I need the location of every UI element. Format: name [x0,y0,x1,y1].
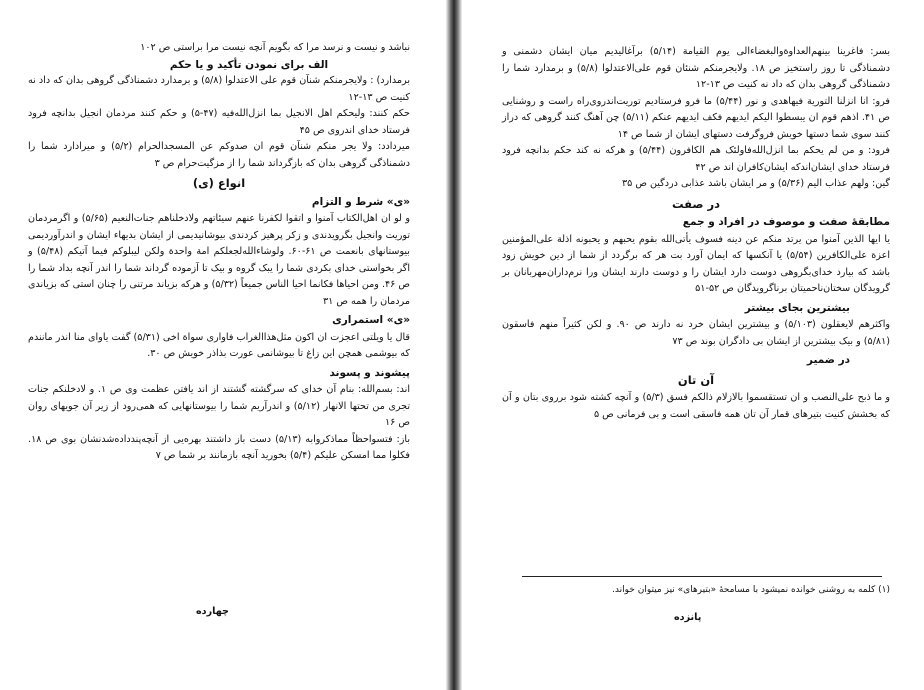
left-page-text [28,40,410,465]
footnote-rule [522,576,882,577]
section-heading: در صفت [671,196,721,211]
heading: الف برای نمودن تأکید و یا حکم [169,58,329,71]
paragraph: و ما ذبح علی‌النصب و ان تستقسموا بالازلام ذالکم فسق (۵/۳) و آنچه کشته شود برروی بتان و آن که بخشش کنیت بتیرهای قمار آن تان همه فاسقی است و بی فرمانی ص ۵ [502,392,890,420]
paragraph: فرود: و من لم یحکم بما انزل‌الله‌فاولئک هم الکافرون (۵/۴۴) و هرکه نه کند حکم بدانچه فرود فرستاد خدای ایشان‌اندکه ایشان‌کافران اند ص ۴۲ [502,145,891,173]
subheading: «ی» شرط و التزام [311,195,410,208]
right-page-text [502,44,890,423]
section-heading: آن تان [677,372,715,387]
paragraph: بسر: فاغرینا بینهم‌العداوةوالبغضاءالی یوم القیامة (۵/۱۴) برآغالیدیم میان ایشان دشمنی و دشمناذگی تا روز راستخیز ص ۱۸. ولایجرمنکم شنئان قوم علی‌الاعتدلوا (۵/۸) و برمدارد شما را دشمناذگی گروهی بدان که داد نه کنیت ص ۱۳-۱۲ [502,46,891,90]
page-number: چهارده [196,606,229,617]
paragraph: فرو: انا انزلنا التوریة فیهاهدی و نور (۵/۴۴) ما فرو فرستادیم توریت‌اندروی‌راه راست و روشنایی ص ۴۱. اذهم قوم ان یبسطوا الیکم ایدیهم فکف ایدیهم عنکم (۵/۱۱) چن آهنگ کنند گروهی که دراز کنند سوی شما دستها خویش فروگرفت دستهای ایشان از شما ص ۱۴ [502,95,890,140]
subheading: در ضمیر [806,354,850,366]
paragraph: نباشد و نیست و نرسد مرا که بگویم آنچه نیست مرا براستی ص ۱۰۲ [140,42,410,53]
left-page [0,0,446,690]
subheading: پیشوند و پسوند [329,366,410,379]
paragraph: قال یا ویلتی اعجزت ان اکون مثل‌هذا‌الغراب فاواری سواة اخی (۵/۳۱) گفت یاوای منا اندر مانندم که بیوشمی همچن این زاغ تا بیوشانمی عورت بذاذر خویش ص ۳۰. [28,331,411,359]
book-gutter [446,0,462,690]
paragraph: یا ایها الذین آمنوا من یرتد منکم عن دینه فسوف یأتی‌الله بقوم یحبهم و یحبونه اذلة علی‌المؤمنین اعزة علی‌الکافرین (۵/۵۴) یا آنکسها که ایمان آورد بت هر که برگردد از شما از دین خویش زود باشد که بیارد خدای‌بگروهی دوست دارد ایشان را و دوست دارند ایشان ورا نرم‌داران‌مهربانان بر گرویدگان سختان‌ناحمیتان برناگرویدگان ص ۵۲-۵۱ [502,233,890,294]
paragraph: باز: فتسواحظاً مماذکروابه (۵/۱۳) دست باز داشتند بهره‌یی از آنچه‌پندداده‌شدنشان بوی ص ۱۸. فکلوا مما امسکن علیکم (۵/۴) بخورید آنچه بازمانند بر شما ص ۷ [28,433,411,461]
paragraph: حکم کنند: ولیحکم اهل الانجیل بما انزل‌الله‌فیه (۴۷-۵) و حکم کنند مردمان انجیل بدانچه فرود فرستاد خدای اندروی ص ۴۵ [28,108,410,136]
footnote: (۱) کلمه به روشنی خوانده نمیشود با مسامحهٔ «بتیرهای» نیز میتوان خواند. [612,585,890,595]
paragraph: میردادد: ولا یجر منکم شنآن قوم ان صدوکم عن المسجدالحرام (۵/۲) و میرادارد شما را دشمناذگی گروهی بدان که بازگرداند شما را از مزگیت‌حرام ص ۳ [28,141,411,169]
paragraph: گین: ولهم عذاب الیم (۵/۳۶) و مر ایشان باشد عذابی دردگین ص ۳۵ [621,178,890,189]
paragraph: برمدارد) : ولایجرمنکم شنآن قوم علی الاعتدلوا (۵/۸) و برمدارد دشمناذگی گروهی بدان که داد نه کنیت ص ۱۳-۱۲ [28,75,410,103]
page-number: پانزده [674,612,702,623]
subheading: بیشترین بجای بیشتر [744,301,850,314]
right-page [462,0,924,690]
paragraph: و لو ان اهل‌الکتاب آمنوا و اتقوا لکفرنا عنهم سیئاتهم ولادخلناهم جنات‌النعیم (۵/۶۵) و اگرمردمان توریت وانجیل بگرویدندی و زکر پرهیز کردندی بیوشانیدیمی از ایشان بدیهاء ایشان و اندرآوردیمی بیوستانهای بانعمت ص ۶۱-۶۰. ولوشاءالله‌لجعلکم امة واحدة ولکن لیبلوکم فیما آتیکم (۵/۴۸) و اگر بخواستی خدای بکردی شما را یبک گروه و بیک تا آزموده گرداند شما را اندر آنچه بداد شما را ص ۴۶. ومن احیاها فکانما احیا الناس جمیعاً (۵/۳۲) و هرکه بزیاند مرتنی را چنان استی که بزیاندی مردمان را همه ص ۳۱ [28,213,410,307]
subheading: «ی» استمراری [332,314,410,326]
paragraph: اند: بسم‌الله: بنام آن خدای که سرگشته گشتند از اند یافتن عظمت وی ص ۱. و لادخلنکم جنات تجری من تحتها الانهار (۵/۱۲) و اندرآریم شما را بیوستانهایی که همی‌رود از زیر آن جویهای روان ص ۱۶ [28,384,410,428]
subheading: مطابقهٔ صفت و موصوف در افراد و جمع [682,216,890,228]
section-heading: انواع (ی) [192,176,246,190]
paragraph: واکثرهم لایعقلون (۵/۱۰۳) و بیشترین ایشان خرد نه دارند ص ۹۰. و لکن کثیراً منهم فاسقون (۵/۸۱) و بیک بیشترین از ایشان بی دادگران بوند ص ۷۳ [502,319,890,347]
